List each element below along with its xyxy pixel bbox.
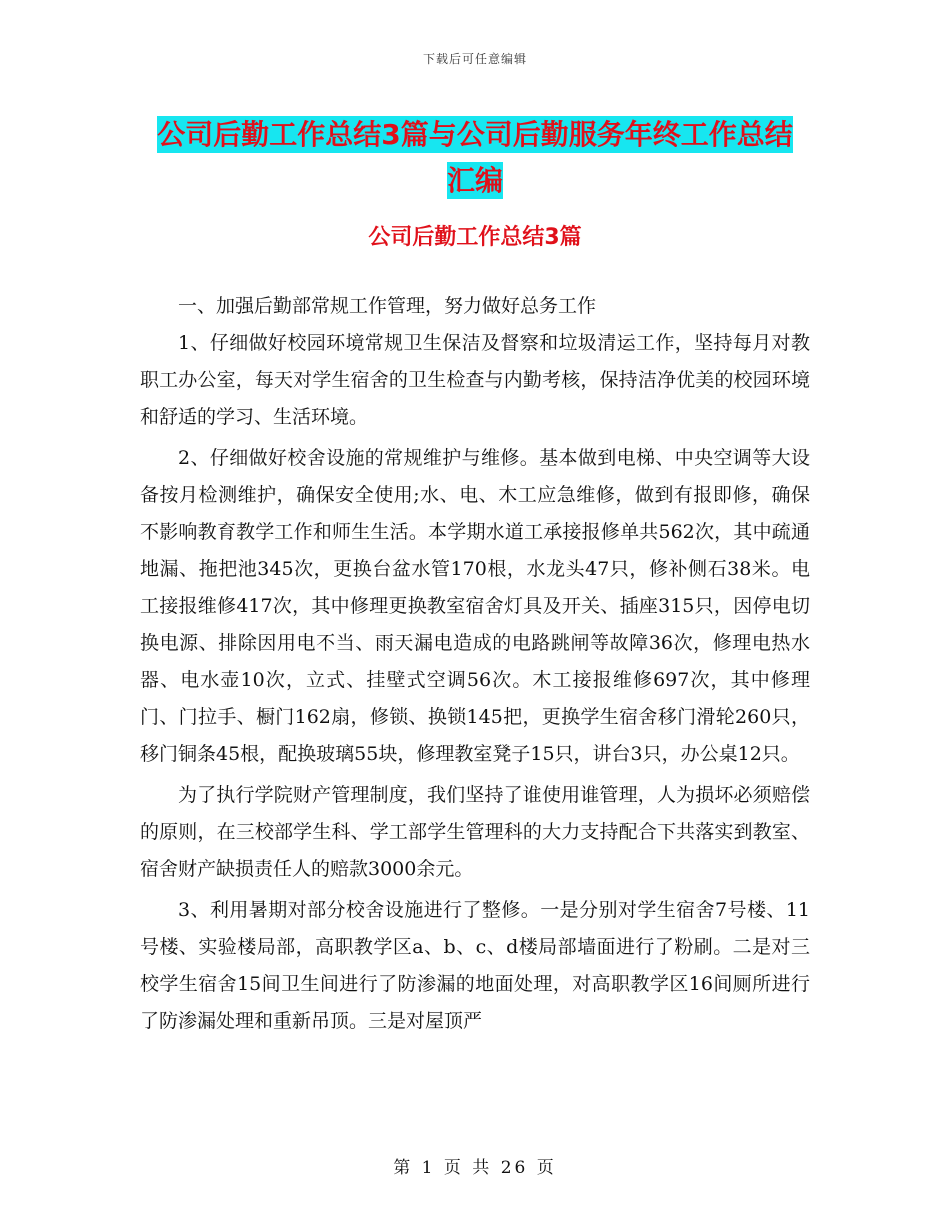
page-footer: 第 1 页 共 26 页 [393, 1158, 557, 1178]
document-title-text: 公司后勤工作总结3篇与公司后勤服务年终工作总结汇编 [157, 118, 793, 197]
paragraph: 为了执行学院财产管理制度，我们坚持了谁使用谁管理，人为损坏必须赔偿的原则，在三校部学生科、学工部学生管理科的大力支持配合下共落实到教室、宿舍财产缺损责任人的赔款3000余元。 [140, 784, 810, 880]
paragraph: 2、仔细做好校舍设施的常规维护与维修。基本做到电梯、中央空调等大设备按月检测维护，确保安全使用;水、电、木工应急维修，做到有报即修，确保不影响教育教学工作和师生生活。本学期水道工承接报修单共562次，其中疏通地漏、拖把池345次，更换台盆水管170根，水龙头47只，修补侧石38米。电工接报维修417次，其中修理更换教室宿舍灯具及开关、插座315只，因停电切换电源、排除因用电不当、雨天漏电造成的电路跳闸等故障36次，修理电热水器、电水壶10次，立式、挂壁式空调56次。木工接报维修697次，其中修理门、门拉手、橱门162扇，修锁、换锁145把，更换学生宿舍移门滑轮260只，移门铜条45根，配换玻璃55块，修理教室凳子15只，讲台3只，办公桌12只。 [140, 447, 810, 765]
paragraph: 1、仔细做好校园环境常规卫生保洁及督察和垃圾清运工作，坚持每月对教职工办公室，每天对学生宿舍的卫生检查与内勤考核，保持洁净优美的校园环境和舒适的学习、生活环境。 [140, 332, 810, 428]
section-title: 公司后勤工作总结3篇 [368, 225, 582, 250]
paragraph-heading: 一、加强后勤部常规工作管理，努力做好总务工作 [178, 295, 597, 317]
paragraph: 3、利用暑期对部分校舍设施进行了整修。一是分别对学生宿舍7号楼、11号楼、实验楼局部，高职教学区a、b、c、d楼局部墙面进行了粉刷。二是对三校学生宿舍15间卫生间进行了防渗漏的地面处理，对高职教学区16间厕所进行了防渗漏处理和重新吊顶。三是对屋顶严 [140, 899, 810, 1032]
document-body [140, 288, 810, 1040]
header-note: 下载后可任意编辑 [422, 52, 527, 66]
document-title [150, 112, 800, 204]
